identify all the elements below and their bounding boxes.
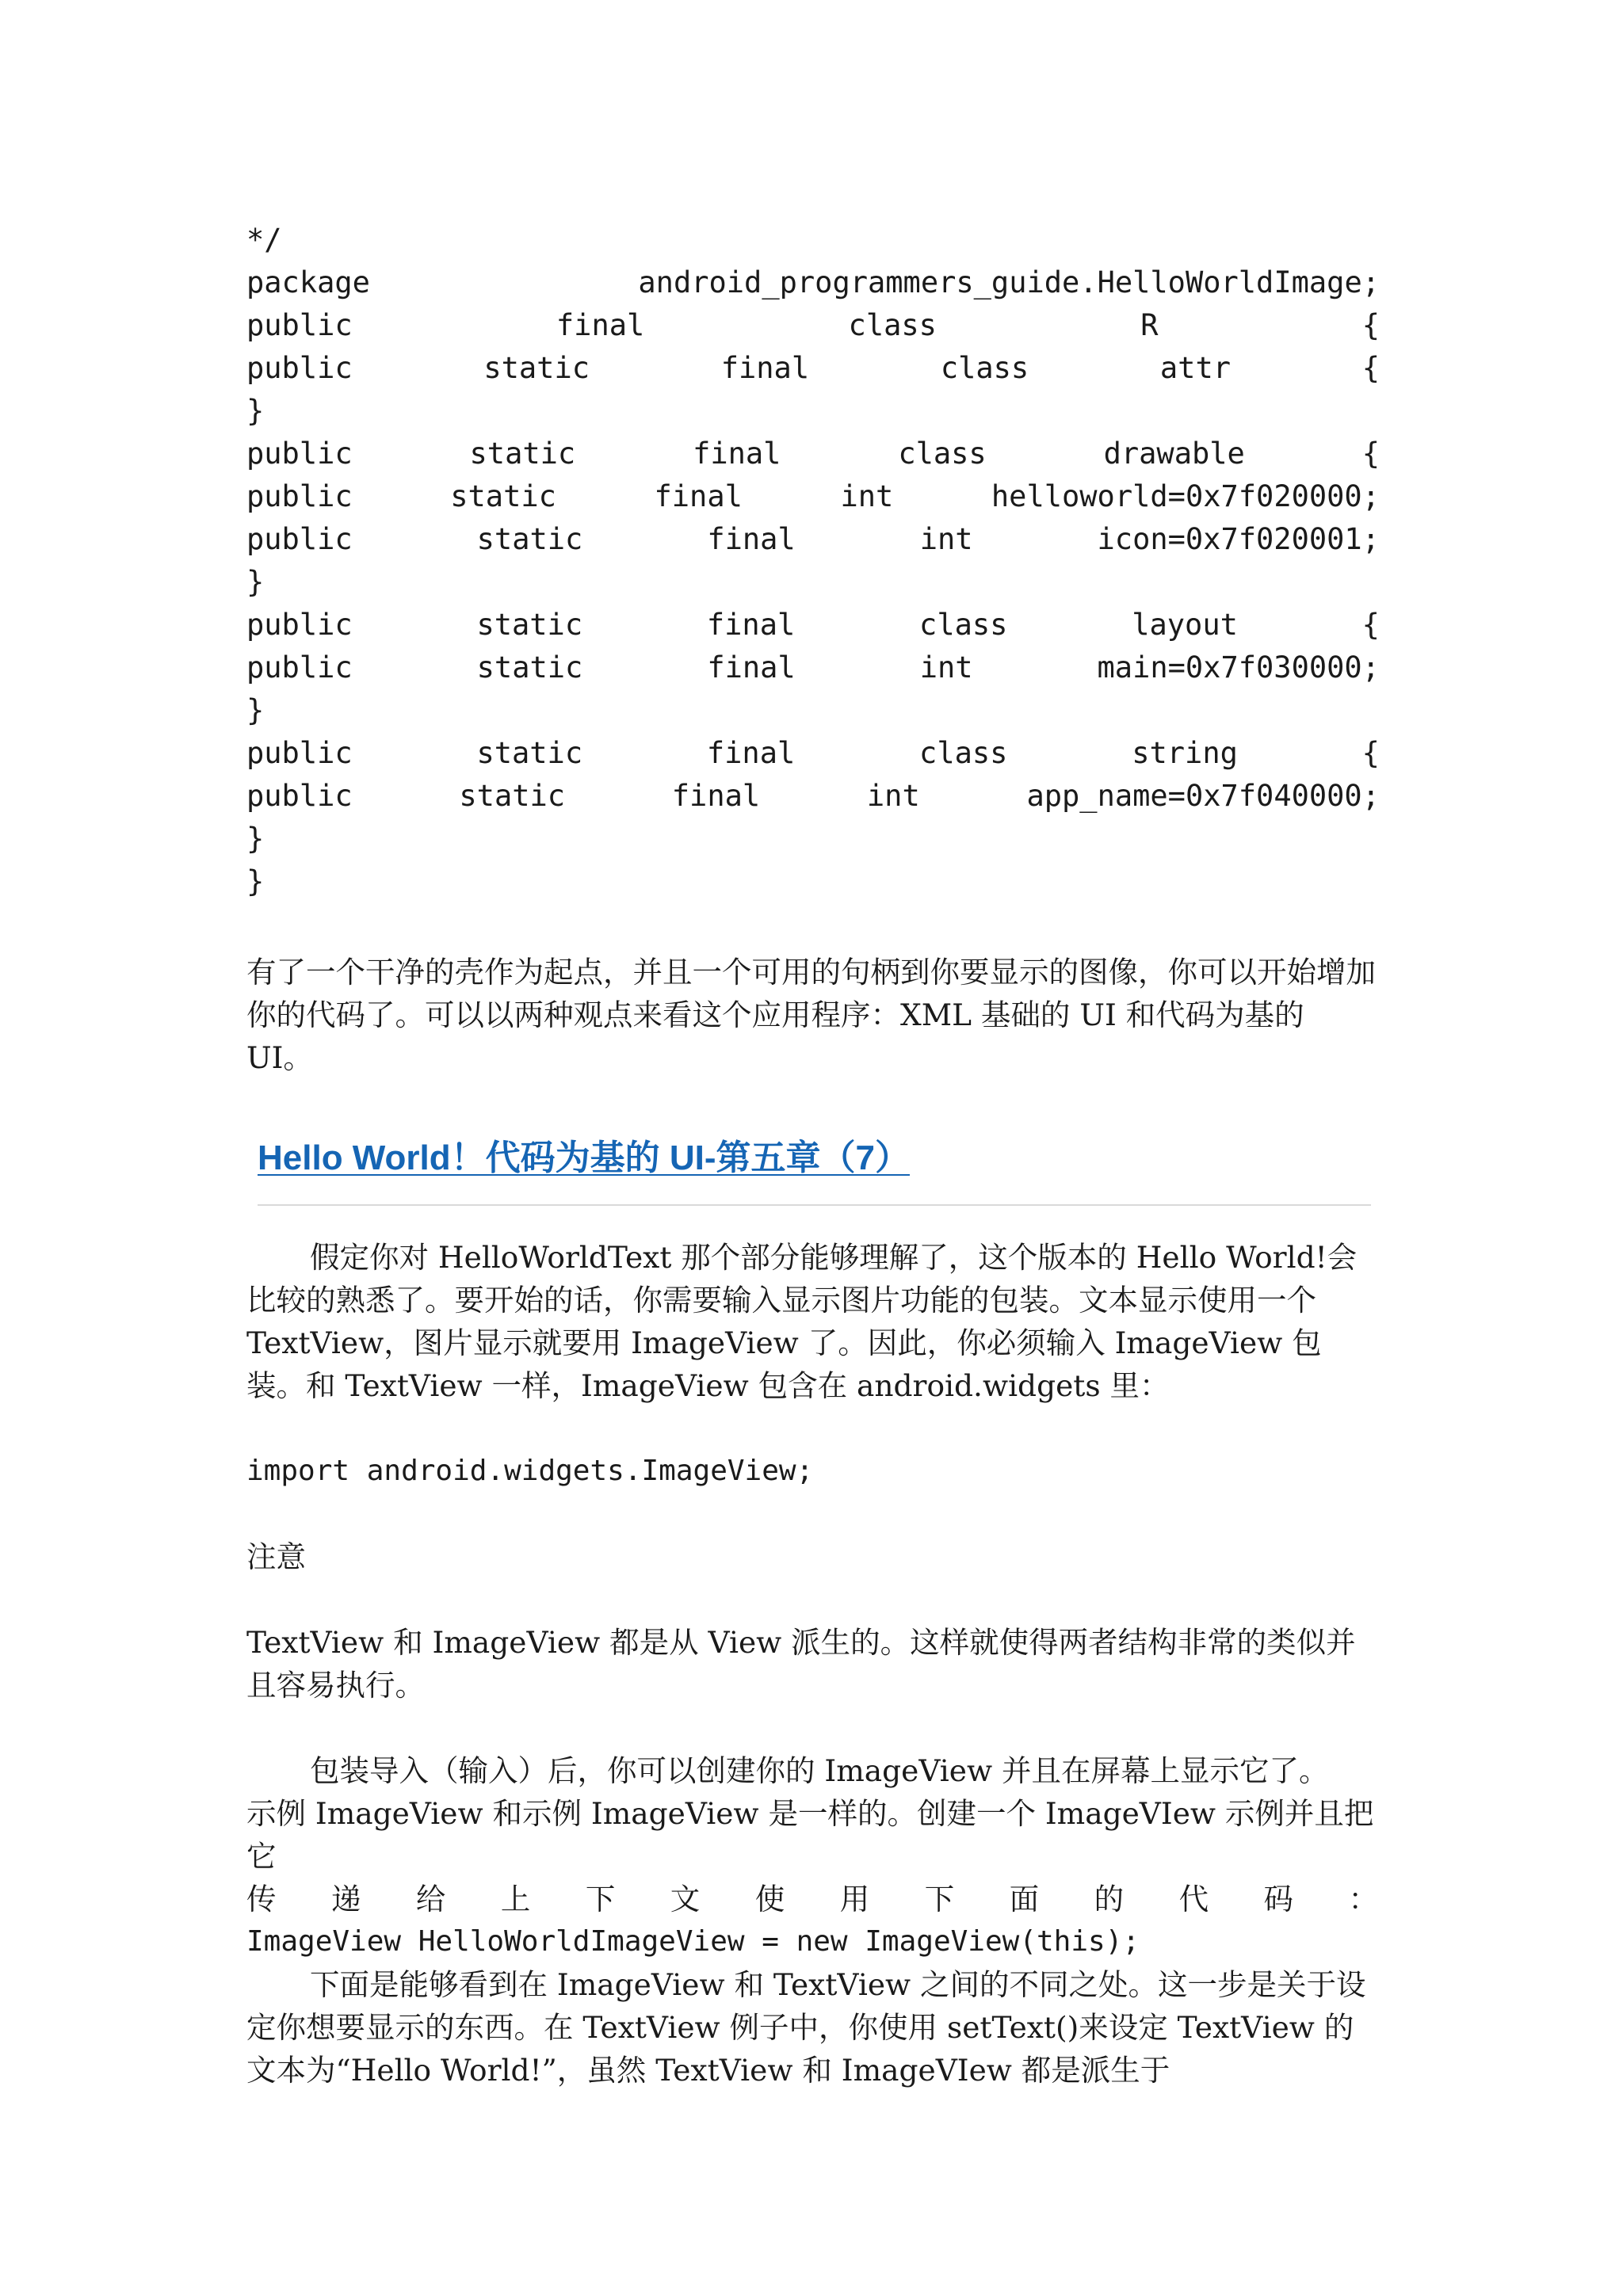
code-line	[246, 604, 1380, 646]
code-token: attr	[1159, 351, 1232, 385]
code-token: app_name=0x7f040000;	[1026, 779, 1380, 813]
code-token: public	[246, 437, 353, 471]
paragraph-2-code-line: ImageView HelloWorldImageView = new ImageView(this);	[246, 1925, 1140, 1958]
code-token: int	[919, 650, 973, 685]
code-token: }	[246, 693, 265, 727]
code-token: public	[246, 736, 353, 770]
code-line	[246, 818, 1380, 860]
code-token: final	[706, 736, 796, 770]
code-token: }	[246, 822, 265, 856]
code-line	[246, 860, 1380, 903]
note-text: TextView 和 ImageView 都是从 View 派生的。这样就使得两者结构非常的类似并且容易执行。	[246, 1625, 1356, 1703]
code-token: public	[246, 779, 353, 813]
paragraph-2	[246, 1749, 1380, 1963]
paragraph-2-line: 示例 ImageView 和示例 ImageView 是一样的。创建一个 ImageVIew 示例并且把它	[246, 1796, 1374, 1874]
code-line	[246, 390, 1380, 433]
code-token: int	[866, 779, 920, 813]
code-token: public	[246, 479, 353, 513]
code-token: android_programmers_guide.HelloWorldImage;	[638, 265, 1380, 299]
code-token: public	[246, 351, 353, 385]
code-token: string	[1132, 736, 1238, 770]
code-line	[246, 347, 1380, 390]
code-token: int	[919, 522, 973, 556]
code-line	[246, 219, 1380, 261]
code-token: {	[1361, 736, 1380, 770]
code-token: drawable	[1103, 437, 1245, 471]
paragraph-1: 假定你对 HelloWorldText 那个部分能够理解了，这个版本的 Hello World!会比较的熟悉了。要开始的话，你需要输入显示图片功能的包装。文本显示使用一个 TextView，图片显示就要用 ImageView 了。因此，你必须输入 ImageView 包装。和 TextView 一样，ImageView 包含在 android.widgets 里：	[246, 1240, 1358, 1403]
code-token: R	[1140, 308, 1159, 342]
note-label: 注意	[246, 1539, 306, 1574]
code-token: main=0x7f030000;	[1097, 650, 1380, 685]
code-token: public	[246, 608, 353, 642]
code-token: }	[246, 864, 265, 898]
code-block	[246, 219, 1380, 903]
code-line	[246, 518, 1380, 561]
code-line	[246, 433, 1380, 475]
code-token: static	[469, 437, 576, 471]
code-line	[246, 646, 1380, 689]
import-code-line: import android.widgets.ImageView;	[246, 1455, 814, 1487]
code-token: static	[476, 736, 583, 770]
code-token: int	[840, 479, 894, 513]
code-token: layout	[1132, 608, 1238, 642]
code-token: }	[246, 565, 265, 599]
code-token: class	[940, 351, 1029, 385]
code-token: public	[246, 522, 353, 556]
code-token: static	[476, 522, 583, 556]
code-token: public	[246, 308, 353, 342]
code-token: public	[246, 650, 353, 685]
code-token: class	[848, 308, 937, 342]
code-token: static	[476, 608, 583, 642]
code-token: static	[483, 351, 590, 385]
code-token: final	[556, 308, 645, 342]
code-token: final	[706, 608, 796, 642]
code-token: */	[246, 223, 282, 257]
intro-paragraph: 有了一个干净的壳作为起点，并且一个可用的句柄到你要显示的图像，你可以开始增加你的代码了。可以以两种观点来看这个应用程序：XML 基础的 UI 和代码为基的 UI。	[246, 955, 1376, 1075]
section-divider	[258, 1204, 1371, 1206]
code-token: {	[1361, 308, 1380, 342]
code-line	[246, 775, 1380, 818]
code-token: final	[671, 779, 761, 813]
paragraph-2-line: 传递给上下文使用下面的代码：	[246, 1882, 1380, 1917]
code-token: helloworld=0x7f020000;	[991, 479, 1380, 513]
code-token: final	[707, 522, 796, 556]
code-line	[246, 261, 1380, 304]
code-token: static	[450, 479, 556, 513]
code-token: static	[459, 779, 566, 813]
code-token: class	[898, 437, 987, 471]
code-token: final	[693, 437, 781, 471]
code-line	[246, 732, 1380, 775]
section-heading[interactable]: Hello World！代码为基的 UI-第五章（7）	[258, 1138, 910, 1177]
code-line	[246, 304, 1380, 347]
paragraph-2-line: 包装导入（输入）后，你可以创建你的 ImageView 并且在屏幕上显示它了。	[310, 1753, 1329, 1788]
code-token: package	[246, 265, 370, 299]
code-line	[246, 475, 1380, 518]
code-token: icon=0x7f020001;	[1097, 522, 1380, 556]
code-token: final	[707, 650, 796, 685]
code-token: {	[1361, 608, 1380, 642]
code-token: class	[919, 608, 1008, 642]
code-token: final	[720, 351, 810, 385]
code-token: static	[476, 650, 583, 685]
code-line	[246, 689, 1380, 732]
code-token: final	[654, 479, 743, 513]
code-token: {	[1361, 437, 1380, 471]
code-line	[246, 561, 1380, 604]
paragraph-3: 下面是能够看到在 ImageView 和 TextView 之间的不同之处。这一步是关于设定你想要显示的东西。在 TextView 例子中，你使用 setText()来设定 TextView 的文本为“Hello World!”，虽然 TextView 和 ImageVIew 都是派生于	[246, 1967, 1366, 2088]
code-token: class	[919, 736, 1008, 770]
code-token: }	[246, 394, 265, 428]
code-token: {	[1361, 351, 1380, 385]
